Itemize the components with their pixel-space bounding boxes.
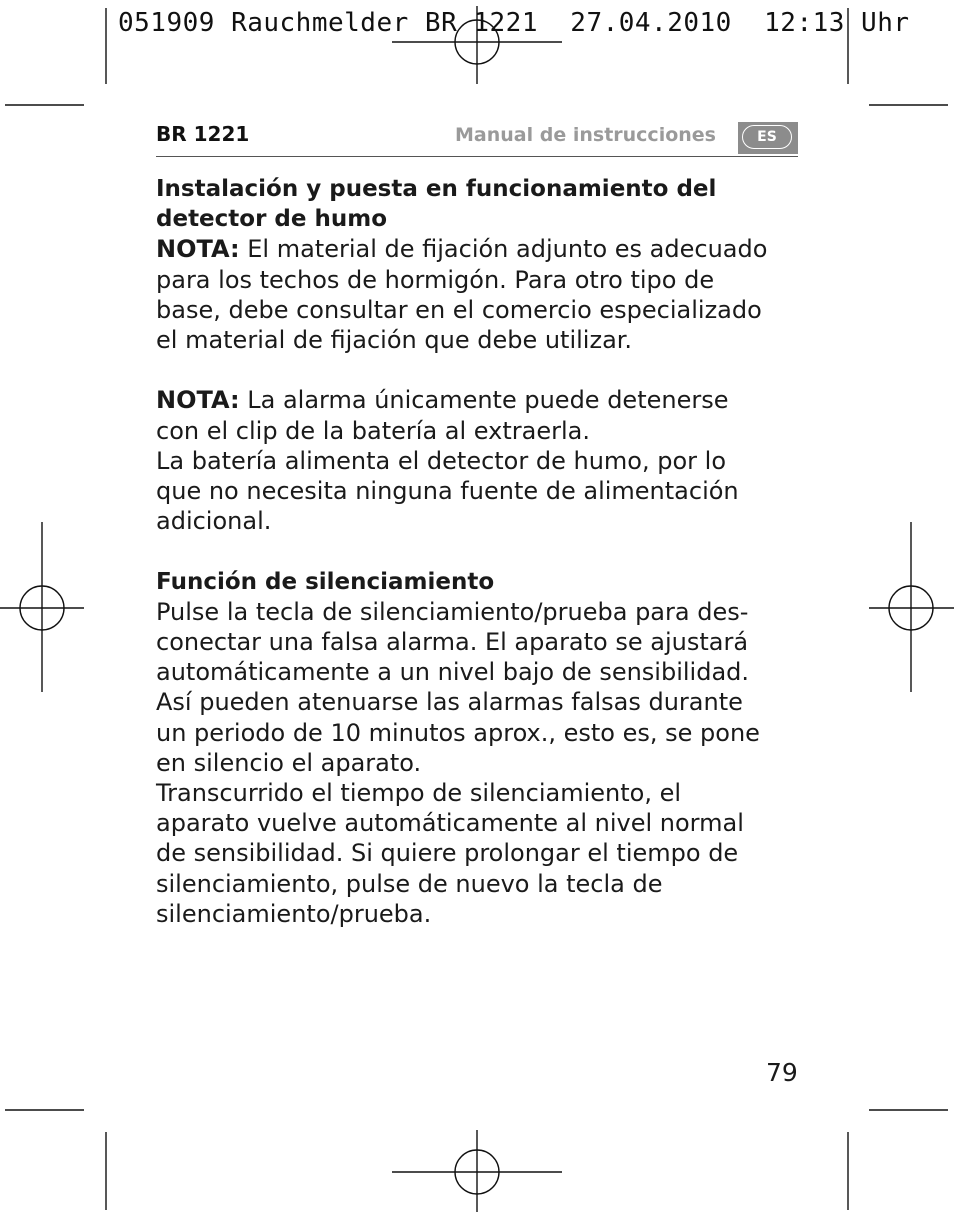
install-note: NOTA: El material de fijación adjunto es adecuado para los techos de hormigón. Para otro tipo de base, debe consultar en el comercio especializado el material de fijación que debe utilizar. [156, 235, 768, 355]
manual-title: Manual de instrucciones [455, 124, 716, 146]
page-header [156, 122, 798, 157]
registration-mark-top [392, 6, 562, 84]
language-code: ES [742, 125, 792, 149]
page-content [156, 174, 796, 929]
print-slug-line: 051909 Rauchmelder BR 1221 27.04.2010 12:13 Uhr [118, 8, 910, 38]
section-heading-install: Instalación y puesta en funcionamiento del detector de humo [156, 176, 717, 233]
note-label: NOTA: [156, 235, 240, 264]
language-badge [738, 122, 798, 154]
registration-mark-left [0, 522, 84, 692]
section-heading-silence: Función de silenciamiento [156, 568, 495, 595]
model-number: BR 1221 [156, 122, 250, 146]
page-number: 79 [766, 1058, 798, 1087]
note-label: NOTA: [156, 386, 240, 415]
registration-mark-bottom [392, 1130, 562, 1212]
alarm-note: NOTA: La alarma únicamente puede detenerse con el clip de la batería al extraerla. La batería alimenta el detector de humo, por lo que no necesita ninguna fuente de alimentación adicional. [156, 386, 739, 536]
silence-paragraph: Pulse la tecla de silenciamiento/prueba para des- conectar una falsa alarma. El aparato se ajustará automáticamente a un nivel bajo de sensibilidad. Así pueden atenuarse las alarmas falsas durante un periodo de 10 minutos aprox., esto es, se pone en silencio el aparato. Transcurrido el tiempo de silenciamiento, el aparato vuelve automáticamente al nivel normal de sensibilidad. Si quiere prolongar el tiempo de silenciamiento, pulse de nuevo la tecla de silenciamiento/prueba. [156, 597, 760, 928]
registration-mark-right [869, 522, 954, 692]
